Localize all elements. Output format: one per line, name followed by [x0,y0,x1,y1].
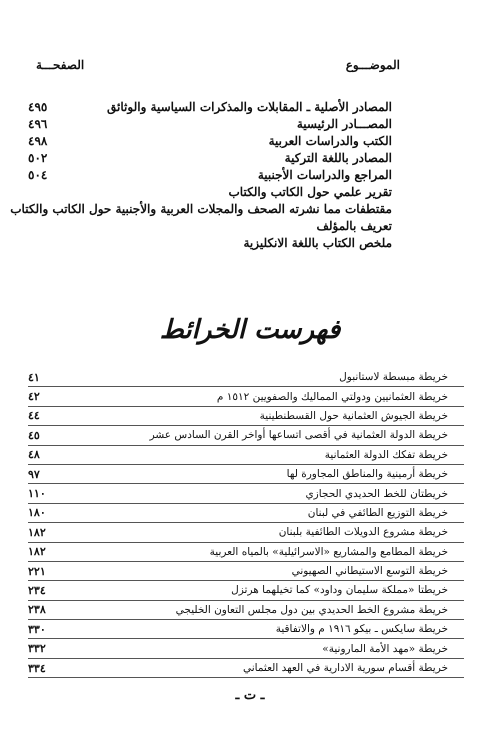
map-entry [28,562,464,581]
map-page: ١١٠ [28,487,46,501]
map-title: خريطة الدولة العثمانية في أقصى اتساعها أواخر القرن السادس عشر [149,429,448,442]
map-entry [28,504,464,523]
map-title: خريطتا «مملكة سليمان وداود» كما تخيلهما هرتزل [231,584,448,597]
map-page: ٣٣٠ [28,622,46,636]
map-title: خريطة أرمينية والمناطق المجاورة لها [286,468,448,481]
map-entry [28,446,464,465]
map-entry [28,581,464,600]
map-page: ١٨٢ [28,525,46,539]
map-entry [28,543,464,562]
map-entry [28,407,464,426]
map-entry [28,639,464,658]
entry-title: ملخص الكتاب باللغة الانكليزية [243,235,392,250]
index-entry [28,98,464,115]
map-entry [28,426,464,445]
index-entry [28,234,464,251]
index-entry [28,132,464,149]
map-page: ٣٣٤ [28,661,46,675]
map-entry [28,659,464,678]
index-entry [10,200,464,217]
map-title: خريطة أقسام سورية الادارية في العهد العثماني [242,662,448,675]
map-title: خريطتان للخط الحديدي الحجازي [305,487,448,500]
map-page: ٢٣٨ [28,603,46,617]
topic-column-header: الموضـــوع [345,58,400,72]
map-title: خريطة مشروع الدويلات الطائفية بلبنان [278,526,448,539]
entry-title: المصـــادر الرئيسية [296,116,392,131]
map-page: ٢٣٤ [28,583,46,597]
map-title: خريطة مشروع الخط الحديدي بين دول مجلس التعاون الخليجي [175,603,448,616]
entry-page: ٤٩٦ [28,116,48,131]
entry-page: ٥٠٢ [28,150,48,165]
entry-page: ٤٩٥ [28,99,48,114]
map-title: خريطة مبسطة لاستانبول [339,371,448,384]
map-page: ٣٣٢ [28,642,46,656]
map-title: خريطة العثمانيين ودولتي المماليك والصفويين ١٥١٢ م [216,390,448,403]
map-title: خريطة تفكك الدولة العثمانية [324,448,448,461]
entry-title: الكتب والدراسات العربية [268,133,392,148]
index-entry [28,115,464,132]
map-page: ٤٥ [28,428,40,442]
map-page: ١٨٢ [28,545,46,559]
entry-title: المراجع والدراسات الأجنبية [257,167,392,182]
map-title: خريطة المطامع والمشاريع «الاسرائيلية» بالمياه العربية [209,545,448,558]
page-column-header: الصفحـــة [36,58,85,72]
entry-title: مقتطفات مما نشرته الصحف والمجلات العربية والأجنبية حول الكاتب والكتاب [10,201,392,216]
map-title: خريطة الجيوش العثمانية حول القسطنطينية [259,409,448,422]
entry-page: ٥٠٤ [28,167,48,182]
maps-index-list [28,368,464,678]
index-entry [28,183,464,200]
map-page: ٤٨ [28,448,40,462]
map-page: ٤١ [28,370,40,384]
map-page: ٢٢١ [28,564,46,578]
map-page: ٤٢ [28,390,40,404]
map-entry [28,387,464,406]
index-entry [28,166,464,183]
maps-index-title: فهرست الخرائط [159,315,341,345]
map-entry [28,620,464,639]
index-entry [28,217,464,234]
map-entry [28,484,464,503]
map-page: ٤٤ [28,409,40,423]
sources-index-list [10,98,464,251]
map-page: ١٨٠ [28,506,46,520]
page-number-footer: ـ ت ـ [235,688,265,703]
map-entry [28,523,464,542]
index-entry [28,149,464,166]
entry-title: المصادر باللغة التركية [284,150,392,165]
entry-page: ٤٩٨ [28,133,48,148]
map-title: خريطة سايكس ـ بيكو ١٩١٦ م والاتفاقية [275,623,448,636]
entry-title: تعريف بالمؤلف [316,218,392,233]
map-title: خريطة التوسع الاستيطاني الصهيوني [291,565,448,578]
map-entry [28,601,464,620]
map-page: ٩٧ [28,467,40,481]
map-title: خريطة «مهد الأمة المارونية» [322,642,448,655]
map-title: خريطة التوزيع الطائفي في لبنان [307,506,448,519]
entry-title: تقرير علمي حول الكاتب والكتاب [228,184,392,199]
map-entry [28,368,464,387]
entry-title: المصادر الأصلية ـ المقابلات والمذكرات السياسية والوثائق [107,99,392,114]
map-entry [28,465,464,484]
